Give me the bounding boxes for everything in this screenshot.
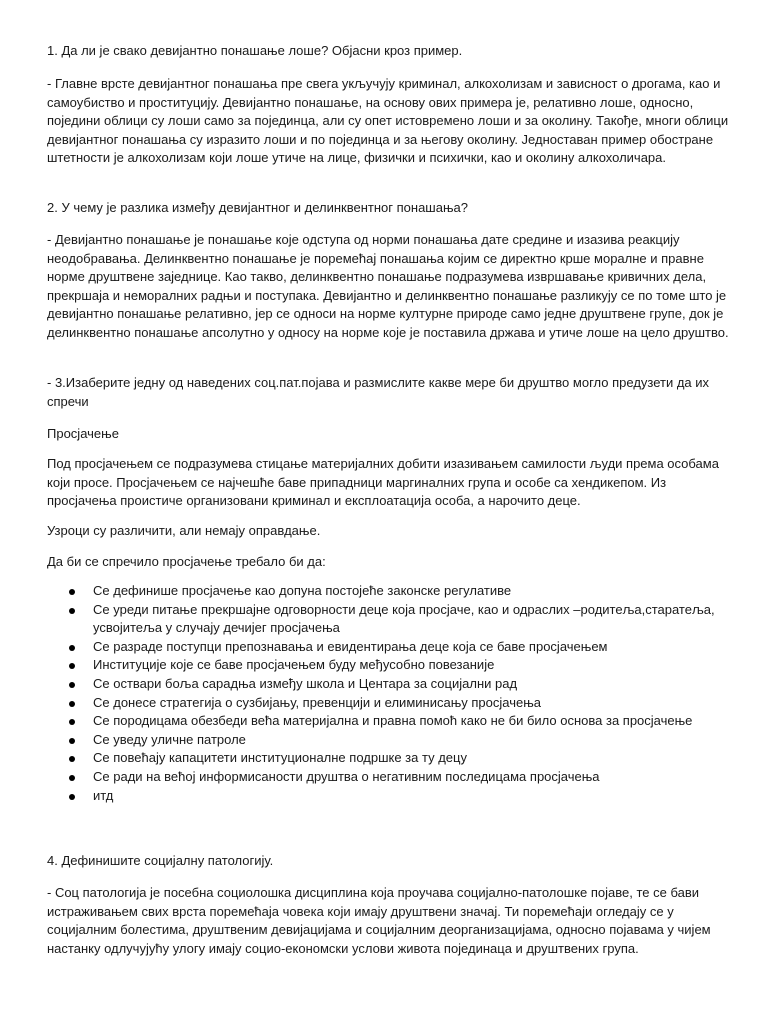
causes-text: Узроци су различити, али немају оправдање.	[47, 523, 321, 538]
list-item	[47, 582, 731, 601]
list-item-text: Се повећају капацитети институционалне подршке за ту децу	[93, 750, 467, 766]
question-1: 1. Да ли је свако девијантно понашање лоше? Објасни кроз пример.	[47, 43, 463, 58]
bullet-icon	[69, 738, 75, 744]
measures-list	[47, 582, 731, 805]
answer-1: - Главне врсте девијантног понашања пре свега укључују криминал, алкохолизам и зависност о дрогама, као и самоубиство и проституцију. Девијантно понашање, на основу ових примера је, релативно лоше, односно, поједини облици су лоши само за појединца, али су опет истовремено лоши и за околину. Такође, многи облици девијантног понашања су изразито лоши и по појединца и за његову околину. Једноставан пример обостране штетности је алкохолизам који лоше утиче на лице, физички и психички, као и околину алкохоличара.	[47, 76, 729, 166]
bullet-icon	[69, 719, 75, 725]
bullet-icon	[69, 794, 75, 800]
list-item-text: Се дефинише просјачење као допуна постојеће законске регулативе	[93, 583, 512, 598]
list-item	[47, 787, 731, 806]
topic-intro: Под просјачењем се подразумева стицање материјалних добити изазивањем самилости људи према особама који просе. Просјачењем се најчешће баве припадници маргиналних група и особе са хендикепом. Из просјачења проистиче организовани криминал и експлоатација особа, а нарочито деце.	[47, 456, 719, 509]
list-item-text: итд	[93, 787, 114, 803]
answer-4: - Соц патологија је посебна социолошка дисциплина која проучава социјално-патолошке појаве, те се бави истраживањем свих врста поремећаја човека који имају друштвени значај. Ти поремећаји огледају се у социјалним болестима, друштвеним девијацијама и социјалним деорганизацијама, односно појавама у чијем настанку одлучујућу улогу имају социо-економски услови живота појединаца и друштвених група.	[47, 885, 711, 956]
list-item-text: Се ради на већој информисаности друштва о негативним последицама просјачења	[93, 768, 600, 784]
question-2: 2. У чему је разлика између девијантног и делинквентног понашања?	[47, 200, 468, 215]
list-item	[47, 638, 731, 657]
answer-2: - Девијантно понашање је понашање које одступа од норми понашања дате средине и изазива реакцију неодобравања. Делинквентно понашање је поремећај понашања којим се директно крше моралне и правне норме друштвене заједнице. Као такво, делинквентно понашање подразумева извршавање кривичних дела, прекршаја и неморалних радњи и поступака. Девијантно и делинквентно понашање разликују се по томе што је девијантно понашање релативно, јер се односи на норме културне природе само једне друштвене групе, док је делинквентно понашање апсолутно у односу на норме које је поставила држава и утиче лоше на цело друштво.	[47, 232, 729, 340]
list-item-text: Се донесе стратегија о сузбијању, превенцији и елиминисању просјачења	[93, 694, 541, 710]
list-item-text: Институције које се баве просјачењем буду међусобно повезаније	[93, 657, 495, 673]
bullet-icon	[69, 608, 75, 614]
bullet-icon	[69, 756, 75, 762]
list-item-text: Се уреди питање прекршајне одговорности деце која просјаче, као и одраслих –родитеља,старатеља, усвојитеља у случају дечијег просјачења	[93, 601, 715, 636]
list-item	[47, 712, 731, 731]
list-item	[47, 656, 731, 675]
question-4: 4. Дефинишите социјалну патологију.	[47, 853, 274, 868]
list-item	[47, 768, 731, 787]
bullet-icon	[69, 701, 75, 707]
list-item-text: Се породицама обезбеди већа материјална и правна помоћ како не би било основа за просјачење	[93, 713, 693, 729]
list-item-text: Се уведу уличне патроле	[93, 731, 246, 747]
bullet-icon	[69, 663, 75, 669]
bullet-icon	[69, 682, 75, 688]
list-item	[47, 694, 731, 713]
bullet-icon	[69, 589, 75, 595]
list-item	[47, 675, 731, 694]
list-item-text: Се разраде поступци препознавања и евидентирања деце која се баве просјачењем	[93, 638, 608, 654]
bullet-icon	[69, 775, 75, 781]
measures-intro: Да би се спречило просјачење требало би да:	[47, 554, 326, 569]
bullet-icon	[69, 645, 75, 651]
list-item-text: Се оствари боља сарадња између школа и Центара за социјални рад	[93, 675, 518, 691]
question-3: - 3.Изаберите једну од наведених соц.пат.појава и размислите какве мере би друштво могло предузети да их спречи	[47, 375, 710, 409]
list-item	[47, 749, 731, 768]
topic-heading: Просјачење	[47, 426, 119, 441]
list-item	[47, 731, 731, 750]
list-item	[47, 601, 731, 638]
